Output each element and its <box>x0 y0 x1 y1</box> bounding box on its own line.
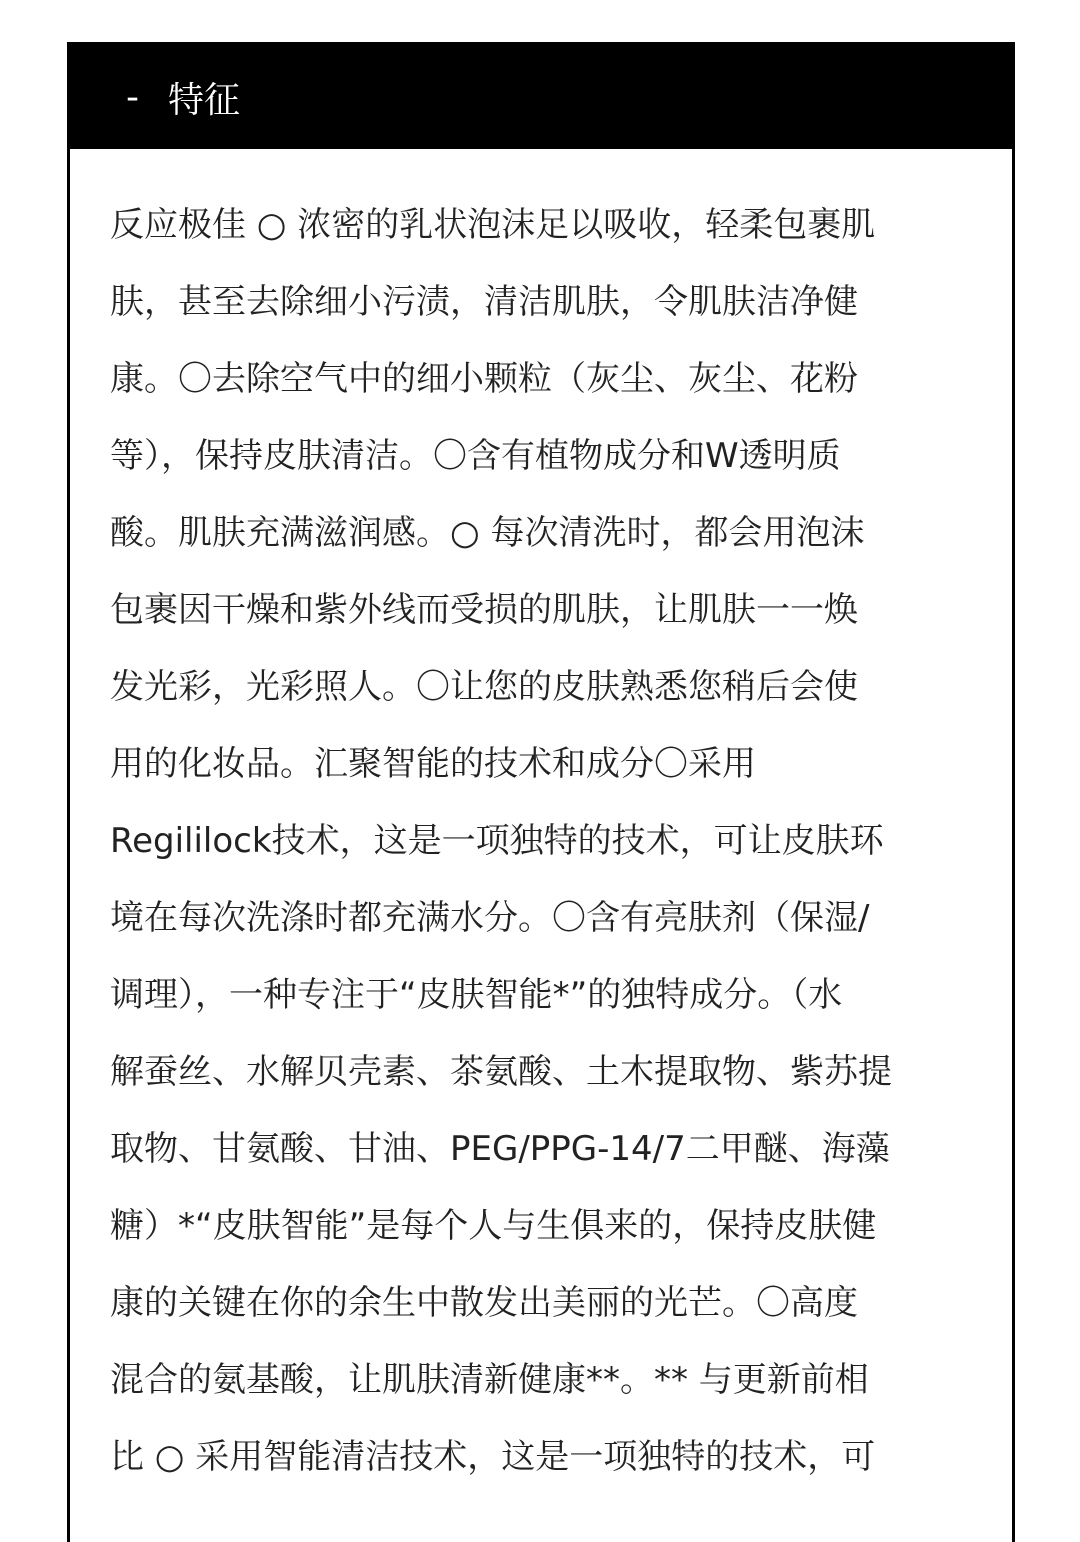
content-line: 发光彩，光彩照人。〇让您的皮肤熟悉您稍后会使 <box>110 667 858 707</box>
section-title: 特征 <box>168 79 241 121</box>
content-line: 糖）*“皮肤智能”是每个人与生俱来的，保持皮肤健 <box>110 1206 877 1246</box>
features-header[interactable] <box>70 45 1012 149</box>
content-line: 康的关键在你的余生中散发出美丽的光芒。〇高度 <box>110 1283 858 1323</box>
content-line: 酸。肌肤充满滋润感。○ 每次清洗时，都会用泡沫 <box>110 513 865 553</box>
content-line: 境在每次洗涤时都充满水分。〇含有亮肤剂（保湿/ <box>110 898 870 938</box>
content-line: 康。〇去除空气中的细小颗粒（灰尘、灰尘、花粉 <box>110 359 858 399</box>
content-line: 调理），一种专注于“皮肤智能*”的独特成分。（水 <box>110 975 843 1015</box>
collapse-icon[interactable]: - <box>126 76 139 118</box>
content-line: 包裹因干燥和紫外线而受损的肌肤，让肌肤一一焕 <box>110 590 858 630</box>
content-line: 解蚕丝、水解贝壳素、茶氨酸、土木提取物、紫苏提 <box>110 1052 892 1092</box>
features-content <box>70 149 1012 1496</box>
content-line: 等），保持皮肤清洁。〇含有植物成分和W透明质 <box>110 436 841 476</box>
content-line: 混合的氨基酸，让肌肤清新健康**。** 与更新前相 <box>110 1360 869 1400</box>
content-line: 比 ○ 采用智能清洁技术，这是一项独特的技术，可 <box>110 1437 876 1477</box>
content-line: Regililock技术，这是一项独特的技术，可让皮肤环 <box>110 821 884 861</box>
content-line: 反应极佳 ○ 浓密的乳状泡沫足以吸收，轻柔包裹肌 <box>110 205 876 245</box>
features-panel <box>67 42 1015 1542</box>
content-line: 取物、甘氨酸、甘油、PEG/PPG-14/7二甲醚、海藻 <box>110 1129 890 1169</box>
content-line: 用的化妆品。汇聚智能的技术和成分〇采用 <box>110 744 756 784</box>
content-line: 肤，甚至去除细小污渍，清洁肌肤，令肌肤洁净健 <box>110 282 858 322</box>
